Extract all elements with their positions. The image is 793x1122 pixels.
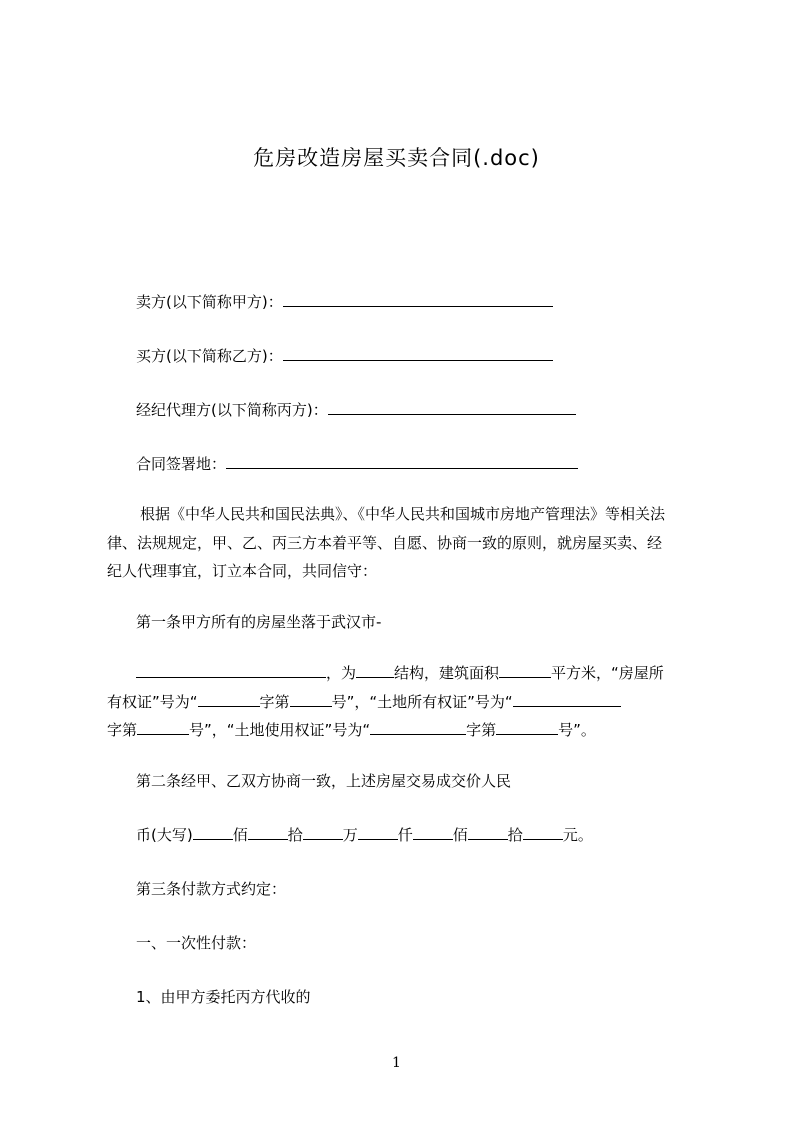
place-blank [226, 454, 578, 469]
seller-line [136, 291, 553, 313]
article-1-line-2: 有权证”号为“ 字第 号”，“土地所有权证”号为“ [107, 691, 621, 713]
agent-line [136, 399, 576, 421]
place-label: 合同签署地： [136, 455, 227, 473]
seller-label: 卖方(以下简称甲方)： [136, 293, 283, 311]
article-1-line-1: ，为 结构，建筑面积 平方米，“房屋所 [136, 662, 664, 684]
price-line: 币(大写) 佰 拾 万 仟 佰 拾 元。 [136, 826, 593, 844]
buyer-label: 买方(以下简称乙方)： [136, 347, 283, 365]
preamble-line-3: 纪人代理事宜，订立本合同，共同信守： [107, 562, 378, 580]
agent-blank [328, 400, 576, 415]
article-1-heading: 第一条甲方所有的房屋坐落于武汉市- [136, 613, 382, 631]
preamble-line-2: 律、法规规定，甲、乙、丙三方本着平等、自愿、协商一致的原则，就房屋买卖、经 [107, 534, 663, 552]
agent-label: 经纪代理方(以下简称丙方)： [136, 401, 328, 419]
clause-1-1: 1、由甲方委托丙方代收的 [136, 988, 311, 1006]
place-line [136, 453, 578, 475]
seller-blank [283, 292, 553, 307]
buyer-line [136, 345, 553, 367]
buyer-blank [283, 346, 553, 361]
article-2-heading: 第二条经甲、乙双方协商一致，上述房屋交易成交价人民 [136, 772, 512, 790]
document-title: 危房改造房屋买卖合同(.doc) [253, 146, 540, 170]
preamble-line-1: 根据《中华人民共和国民法典》、《中华人民共和国城市房地产管理法》等相关法 [140, 505, 666, 523]
clause-1-heading: 一、一次性付款： [136, 934, 257, 952]
page-number: 1 [392, 1055, 401, 1071]
article-3-heading: 第三条付款方式约定： [136, 880, 287, 898]
article-1-line-3: 字第 号”，“土地使用权证”号为“ 字第 号”。 [107, 721, 596, 739]
